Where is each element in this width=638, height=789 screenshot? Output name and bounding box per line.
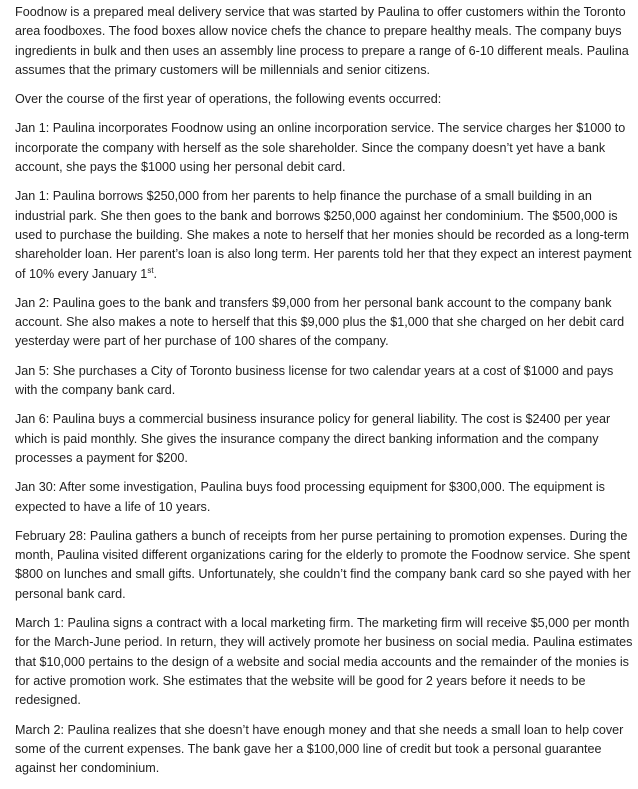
event-text-tail: . [153, 266, 158, 281]
event-jan-2-transfer: Jan 2: Paulina goes to the bank and transfers $9,000 from her personal bank account to the company bank account. She also makes a note to herself that this $9,000 plus the $1,000 that she charged on her debit card yesterday were part of her purchase of 100 shares of the company. [15, 295, 625, 349]
event-jan-5-license: Jan 5: She purchases a City of Toronto business license for two calendar years at a cost of $1000 and pays with the company bank card. [15, 363, 614, 398]
event-jan-6-insurance: Jan 6: Paulina buys a commercial business insurance policy for general liability. The cost is $2400 per year which is paid monthly. She gives the insurance company the direct banking information and the company processes a payment for $200. [15, 412, 611, 465]
event-mar-2-credit: March 2: Paulina realizes that she doesn’t have enough money and that she needs a small loan to help cover some of the current expenses. The bank gave her a $100,000 line of credit but took a personal guarantee against her condominium. [15, 722, 624, 776]
event-feb-28-promotion: February 28: Paulina gathers a bunch of receipts from her purse pertaining to promotion expenses. During the month, Paulina visited different organizations caring for the elderly to promote the Foodnow service. She spent $800 on lunches and small gifts. Unfortunately, she couldn’t find the company bank card so she payed with her personal bank card. [15, 528, 631, 601]
ordinal-suffix: st [147, 265, 154, 275]
intro-paragraph: Foodnow is a prepared meal delivery service that was started by Paulina to offer customers within the Toronto area foodboxes. The food boxes allow novice chefs the chance to prepare healthy meals. The company buys ingredients in bulk and then uses an assembly line process to prepare a range of 6-10 different meals. Paulina assumes that the primary customers will be millennials and senior citizens. [15, 5, 629, 77]
event-jan-1-building-loan [15, 187, 633, 283]
event-text: Jan 1: Paulina borrows $250,000 from her parents to help finance the purchase of a small building in an industrial park. She then goes to the bank and borrows $250,000 against her condominium. The $500,000 is used to purchase the building. She makes a note to herself that her monies should be recorded as a long-term shareholder loan. Her parent’s loan is also long term. Her parents told her that they expect an interest payment of 10% every January 1 [15, 189, 632, 281]
event-mar-1-marketing: March 1: Paulina signs a contract with a local marketing firm. The marketing firm will receive $5,000 per month for the March-June period. In return, they will actively promote her business on social media. Paulina estimates that $10,000 pertains to the design of a website and social media accounts and the remainder of the monies is for active promotion work. She estimates that the website will be good for 2 years before it needs to be redesigned. [15, 616, 633, 708]
event-jan-1-incorporation: Jan 1: Paulina incorporates Foodnow using an online incorporation service. The service charges her $1000 to incorporate the company with herself as the sole shareholder. Since the company doesn’t yet have a bank account, she pays the $1000 using her personal debit card. [15, 121, 626, 175]
events-intro-paragraph: Over the course of the first year of operations, the following events occurred: [15, 92, 442, 107]
event-jan-30-equipment: Jan 30: After some investigation, Paulina buys food processing equipment for $300,000. The equipment is expected to have a life of 10 years. [15, 480, 605, 514]
